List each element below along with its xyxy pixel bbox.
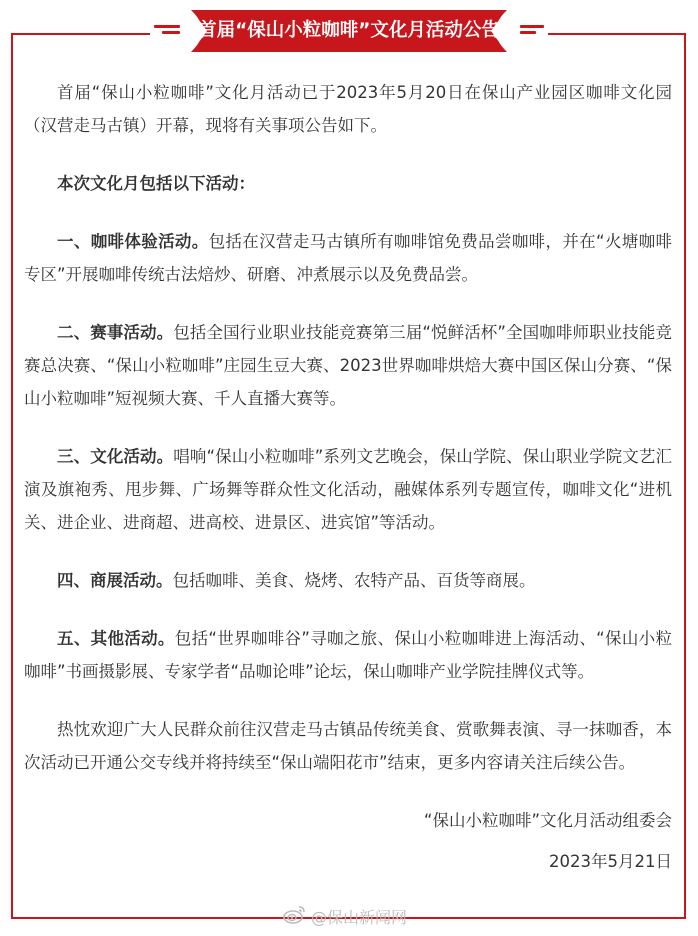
activity-item-1 (24, 225, 672, 291)
signature-date: 2023年5月21日 (549, 852, 672, 871)
activity-title: 二、赛事活动。 (57, 323, 174, 342)
weibo-watermark (283, 904, 407, 932)
activity-item-4 (24, 564, 672, 597)
list-heading-text: 本次文化月包括以下活动： (57, 174, 255, 193)
activity-description: 包括咖啡、美食、烧烤、农特产品、百货等商展。 (172, 571, 536, 590)
title-banner (150, 10, 548, 52)
activity-item-5 (24, 622, 672, 688)
banner-ribbon (185, 10, 513, 52)
weibo-icon (283, 904, 307, 933)
activity-description: 包括在汉营走马古镇所有咖啡馆免费品尝咖啡，并在“火塘咖啡专区”开展咖啡传统古法焙炒、研磨、冲煮展示以及免费品尝。 (24, 232, 672, 284)
activity-title: 一、咖啡体验活动。 (57, 232, 209, 251)
activity-description: 唱响“保山小粒咖啡”系列文艺晚会，保山学院、保山职业学院文艺汇演及旗袍秀、甩步舞、广场舞等群众性文化活动，融媒体系列专题宣传，咖啡文化“进机关、进企业、进商超、进高校、进景区、进宾馆”等活动。 (24, 447, 673, 532)
activity-description: 包括“世界咖啡谷”寻咖之旅、保山小粒咖啡进上海活动、“保山小粒咖啡”书画摄影展、专家学者“品咖论啡”论坛，保山咖啡产业学院挂牌仪式等。 (24, 629, 672, 681)
intro-paragraph: 首届“保山小粒咖啡”文化月活动已于2023年5月20日在保山产业园区咖啡文化园（汉营走马古镇）开幕，现将有关事项公告如下。 (24, 83, 672, 135)
list-heading (24, 167, 672, 200)
activity-title: 三、文化活动。 (57, 447, 174, 466)
announcement-body (24, 76, 672, 878)
activity-title: 五、其他活动。 (57, 629, 175, 648)
signature-organizer: “保山小粒咖啡”文化月活动组委会 (423, 811, 672, 830)
activity-item-3 (24, 440, 672, 539)
activity-item-2 (24, 316, 672, 415)
activity-description: 包括全国行业职业技能竞赛第三届“悦鲜活杯”全国咖啡师职业技能竞赛总决赛、“保山小粒咖啡”庄园生豆大赛、2023世界咖啡烘焙大赛中国区保山分赛、“保山小粒咖啡”短视频大赛、千人直播大赛等。 (24, 323, 673, 408)
activity-title: 四、商展活动。 (57, 571, 173, 590)
closing-paragraph: 热忱欢迎广大人民群众前往汉营走马古镇品传统美食、赏歌舞表演、寻一抹咖香，本次活动已开通公交专线并将持续至“保山端阳花市”结束，更多内容请关注后续公告。 (24, 720, 672, 772)
watermark-text: @保山新闻网 (311, 908, 408, 927)
announcement-title: 首届“保山小粒咖啡”文化月活动公告 (198, 20, 500, 41)
